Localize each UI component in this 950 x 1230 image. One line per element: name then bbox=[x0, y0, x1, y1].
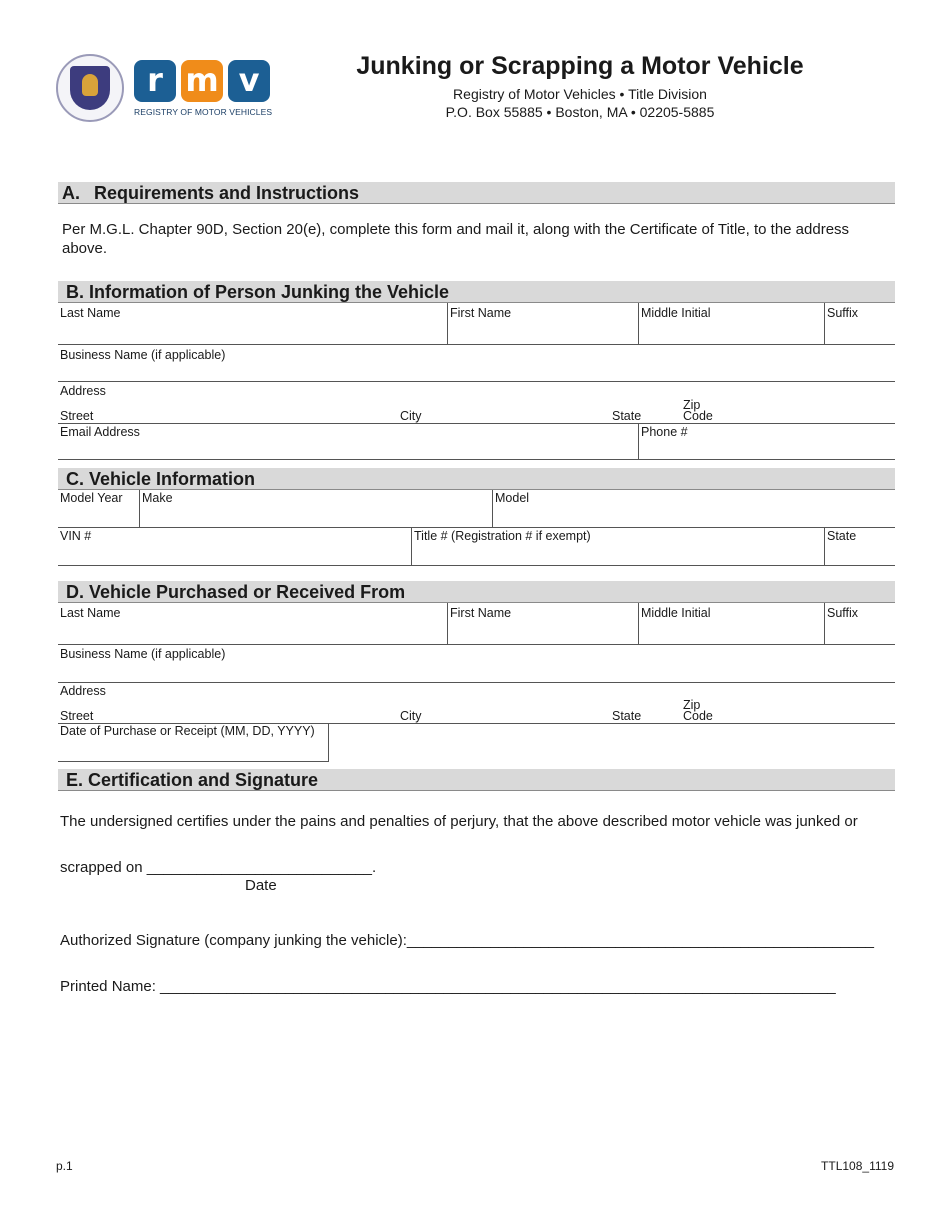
b-divider bbox=[447, 303, 448, 345]
d-divider bbox=[638, 603, 639, 644]
rmv-logo-r: r bbox=[134, 60, 176, 102]
d-first-name-label: First Name bbox=[450, 606, 512, 620]
d-date-of-purchase-label: Date of Purchase or Receipt (MM, DD, YYYY) bbox=[60, 724, 315, 738]
b-phone-label: Phone # bbox=[641, 425, 688, 439]
e-certify-statement: The undersigned certifies under the pains and penalties of perjury, that the above described motor vehicle was junked or bbox=[60, 813, 858, 830]
d-middle-initial-label: Middle Initial bbox=[641, 606, 711, 620]
d-business-name-label: Business Name (if applicable) bbox=[60, 647, 226, 661]
c-row-line bbox=[58, 527, 895, 528]
b-business-name-label: Business Name (if applicable) bbox=[60, 348, 226, 362]
rmv-logo-m: m bbox=[181, 60, 223, 102]
b-state-label: State bbox=[612, 409, 642, 423]
section-e-heading: E. Certification and Signature bbox=[58, 769, 895, 791]
c-model-year-label: Model Year bbox=[60, 491, 123, 505]
e-authorized-signature-field[interactable]: Authorized Signature (company junking the vehicle):________________________________________________________ bbox=[60, 932, 875, 949]
b-first-name-label: First Name bbox=[450, 306, 512, 320]
b-business-row-line bbox=[58, 381, 895, 382]
d-last-name-label: Last Name bbox=[60, 606, 121, 620]
d-date-row-line bbox=[58, 761, 329, 762]
d-state-label: State bbox=[612, 709, 642, 723]
d-name-row-line bbox=[58, 644, 895, 645]
e-date-caption: Date bbox=[245, 877, 277, 894]
b-address-row-line bbox=[58, 423, 895, 424]
section-a-instructions: Per M.G.L. Chapter 90D, Section 20(e), complete this form and mail it, along with the Certificate of Title, to the address above. bbox=[62, 221, 850, 257]
d-business-row-line bbox=[58, 682, 895, 683]
d-zip-code-label: Zip Code bbox=[683, 698, 713, 723]
b-middle-initial-label: Middle Initial bbox=[641, 306, 711, 320]
d-divider bbox=[328, 723, 329, 761]
d-divider bbox=[824, 603, 825, 644]
section-a-heading: A. Requirements and Instructions bbox=[58, 182, 895, 204]
rmv-logo-caption: REGISTRY OF MOTOR VEHICLES bbox=[134, 107, 273, 117]
form-subtitle-address: P.O. Box 55885 • Boston, MA • 02205-5885 bbox=[445, 104, 715, 120]
form-subtitle-division: Registry of Motor Vehicles • Title Division bbox=[453, 86, 707, 102]
c-model-label: Model bbox=[495, 491, 530, 505]
b-email-row-line bbox=[58, 459, 895, 460]
b-last-name-label: Last Name bbox=[60, 306, 121, 320]
section-b-heading: B. Information of Person Junking the Vehicle bbox=[58, 281, 895, 303]
b-name-row-line bbox=[58, 344, 895, 345]
c-make-label: Make bbox=[142, 491, 173, 505]
e-printed-name-field[interactable]: Printed Name: _________________________________________________________________________________ bbox=[60, 978, 836, 995]
rmv-logo-v: v bbox=[228, 60, 270, 102]
page-number: p.1 bbox=[56, 1159, 73, 1173]
b-divider bbox=[638, 423, 639, 459]
b-street-label: Street bbox=[60, 409, 94, 423]
d-suffix-label: Suffix bbox=[827, 606, 859, 620]
form-title: Junking or Scrapping a Motor Vehicle bbox=[356, 52, 804, 80]
c-title-number-label: Title # (Registration # if exempt) bbox=[414, 529, 591, 543]
c-divider bbox=[411, 527, 412, 565]
c-divider bbox=[139, 490, 140, 527]
c-vin-label: VIN # bbox=[60, 529, 92, 543]
b-city-label: City bbox=[400, 409, 422, 423]
b-divider bbox=[824, 303, 825, 345]
d-city-label: City bbox=[400, 709, 422, 723]
c-state-label: State bbox=[827, 529, 857, 543]
b-email-label: Email Address bbox=[60, 425, 140, 439]
massachusetts-seal-logo bbox=[56, 54, 124, 122]
d-address-label: Address bbox=[60, 684, 106, 698]
b-divider bbox=[638, 303, 639, 345]
section-c-heading: C. Vehicle Information bbox=[58, 468, 895, 490]
c-row-line bbox=[58, 565, 895, 566]
section-d-heading: D. Vehicle Purchased or Received From bbox=[58, 581, 895, 603]
d-divider bbox=[447, 603, 448, 644]
c-divider bbox=[824, 527, 825, 565]
b-suffix-label: Suffix bbox=[827, 306, 859, 320]
b-address-label: Address bbox=[60, 384, 106, 398]
b-zip-code-label: Zip Code bbox=[683, 398, 713, 423]
form-id: TTL108_1119 bbox=[821, 1159, 894, 1173]
e-scrapped-on-date-field[interactable]: scrapped on ___________________________. bbox=[60, 859, 377, 876]
c-divider bbox=[492, 490, 493, 527]
d-street-label: Street bbox=[60, 709, 94, 723]
